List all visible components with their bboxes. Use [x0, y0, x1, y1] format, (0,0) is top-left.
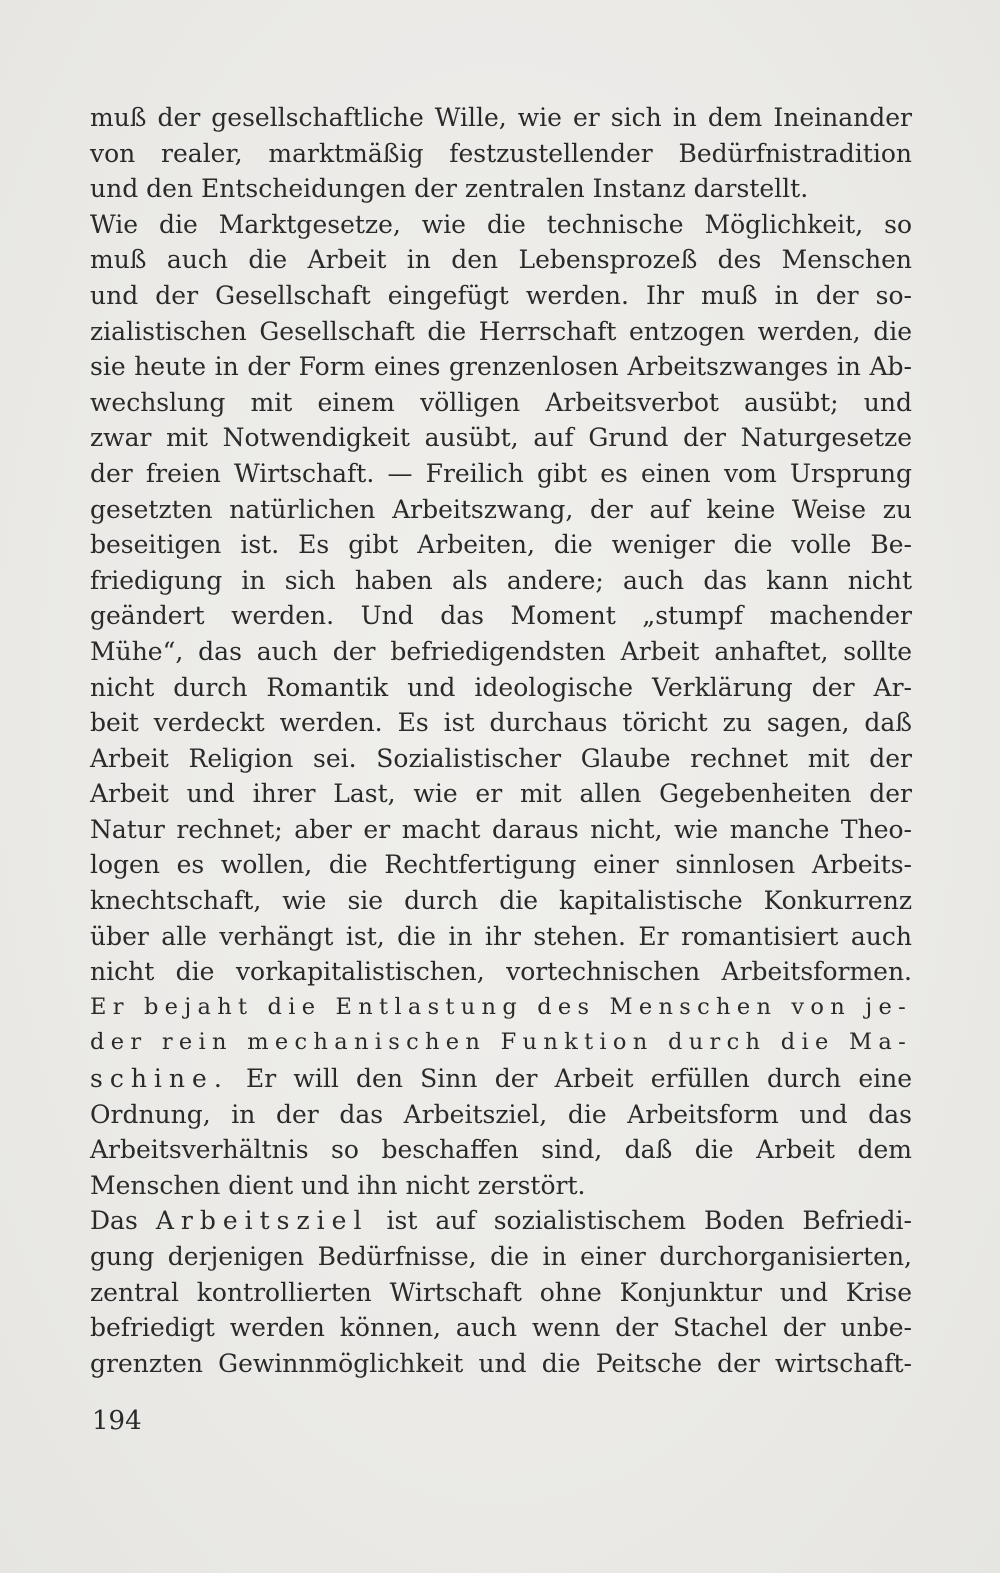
text-line: und der Gesellschaft eingefügt werden. Ihr muß in der so-: [90, 280, 912, 310]
text-line: der rein mechanischen Funktion durch die Ma-: [90, 1029, 912, 1056]
text-line: befriedigt werden können, auch wenn der Stachel der unbe-: [90, 1313, 912, 1343]
text-line: Wie die Marktgesetze, wie die technische Möglichkeit, so: [90, 209, 912, 239]
text-span: Das: [90, 1206, 138, 1236]
spaced-word: schine.: [90, 1064, 229, 1094]
text-line: [90, 1203, 912, 1239]
text-line: muß der gesellschaftliche Wille, wie er sich in dem Ineinander: [90, 103, 912, 132]
text-line: Arbeit Religion sei. Sozialistischer Glaube rechnet mit der: [90, 743, 912, 773]
text-span: ist auf sozialistischem Boden Befriedi-: [386, 1206, 912, 1236]
text-line: Arbeit und ihrer Last, wie er mit allen Gegebenheiten der: [90, 779, 912, 809]
text-line: wechslung mit einem völligen Arbeitsverbot ausübt; und: [90, 387, 912, 417]
text-line: zialistischen Gesellschaft die Herrschaft entzogen werden, die: [90, 316, 912, 346]
text-line: nicht die vorkapitalistischen, vortechnischen Arbeitsformen.: [90, 957, 912, 987]
text-line: Er bejaht die Entlastung des Menschen von je-: [90, 993, 912, 1020]
text-line: von realer, marktmäßig festzustellender Bedürfnistradition: [90, 138, 912, 168]
body-text: [90, 100, 912, 1381]
text-line: nicht durch Romantik und ideologische Verklärung der Ar-: [90, 672, 912, 702]
text-line: gung derjenigen Bedürfnisse, die in einer durchorganisierten,: [90, 1242, 912, 1271]
text-line: grenzten Gewinnmöglichkeit und die Peitsche der wirtschaft-: [90, 1348, 912, 1378]
text-line: Mühe“, das auch der befriedigendsten Arbeit anhaftet, sollte: [90, 636, 912, 666]
text-line: beseitigen ist. Es gibt Arbeiten, die weniger die volle Be-: [90, 530, 912, 560]
text-line: der freien Wirtschaft. — Freilich gibt es einen vom Ursprung: [90, 458, 912, 488]
text-line: Arbeitsverhältnis so beschaffen sind, daß die Arbeit dem: [90, 1135, 912, 1165]
text-line: [90, 1061, 912, 1097]
text-line: zentral kontrollierten Wirtschaft ohne Konjunktur und Krise: [90, 1277, 912, 1307]
text-line: muß auch die Arbeit in den Lebensprozeß des Menschen: [90, 245, 912, 275]
text-line: geändert werden. Und das Moment „stumpf machender: [90, 601, 912, 631]
text-line: Menschen dient und ihn nicht zerstört.: [90, 1170, 586, 1200]
text-line: Ordnung, in der das Arbeitsziel, die Arbeitsform und das: [90, 1099, 912, 1129]
text-line: über alle verhängt ist, die in ihr stehen. Er romantisiert auch: [90, 921, 912, 951]
text-line: sie heute in der Form eines grenzenlosen Arbeitszwanges in Ab-: [90, 352, 912, 382]
text-line: gesetzten natürlichen Arbeitszwang, der auf keine Weise zu: [90, 494, 912, 524]
text-line: friedigung in sich haben als andere; auch das kann nicht: [90, 565, 912, 595]
spaced-word: Arbeitsziel: [155, 1206, 369, 1236]
page-number: 194: [92, 1406, 142, 1436]
text-line: Natur rechnet; aber er macht daraus nicht, wie manche Theo-: [90, 814, 912, 844]
text-line: zwar mit Notwendigkeit ausübt, auf Grund der Naturgesetze: [90, 423, 912, 453]
text-line: und den Entscheidungen der zentralen Instanz darstellt.: [90, 174, 809, 204]
text-line: knechtschaft, wie sie durch die kapitalistische Konkurrenz: [90, 886, 912, 916]
text-line: beit verdeckt werden. Es ist durchaus töricht zu sagen, daß: [90, 708, 912, 738]
text-line: logen es wollen, die Rechtfertigung einer sinnlosen Arbeits-: [90, 850, 912, 880]
text-span: Er will den Sinn der Arbeit erfüllen durch eine: [246, 1064, 913, 1094]
